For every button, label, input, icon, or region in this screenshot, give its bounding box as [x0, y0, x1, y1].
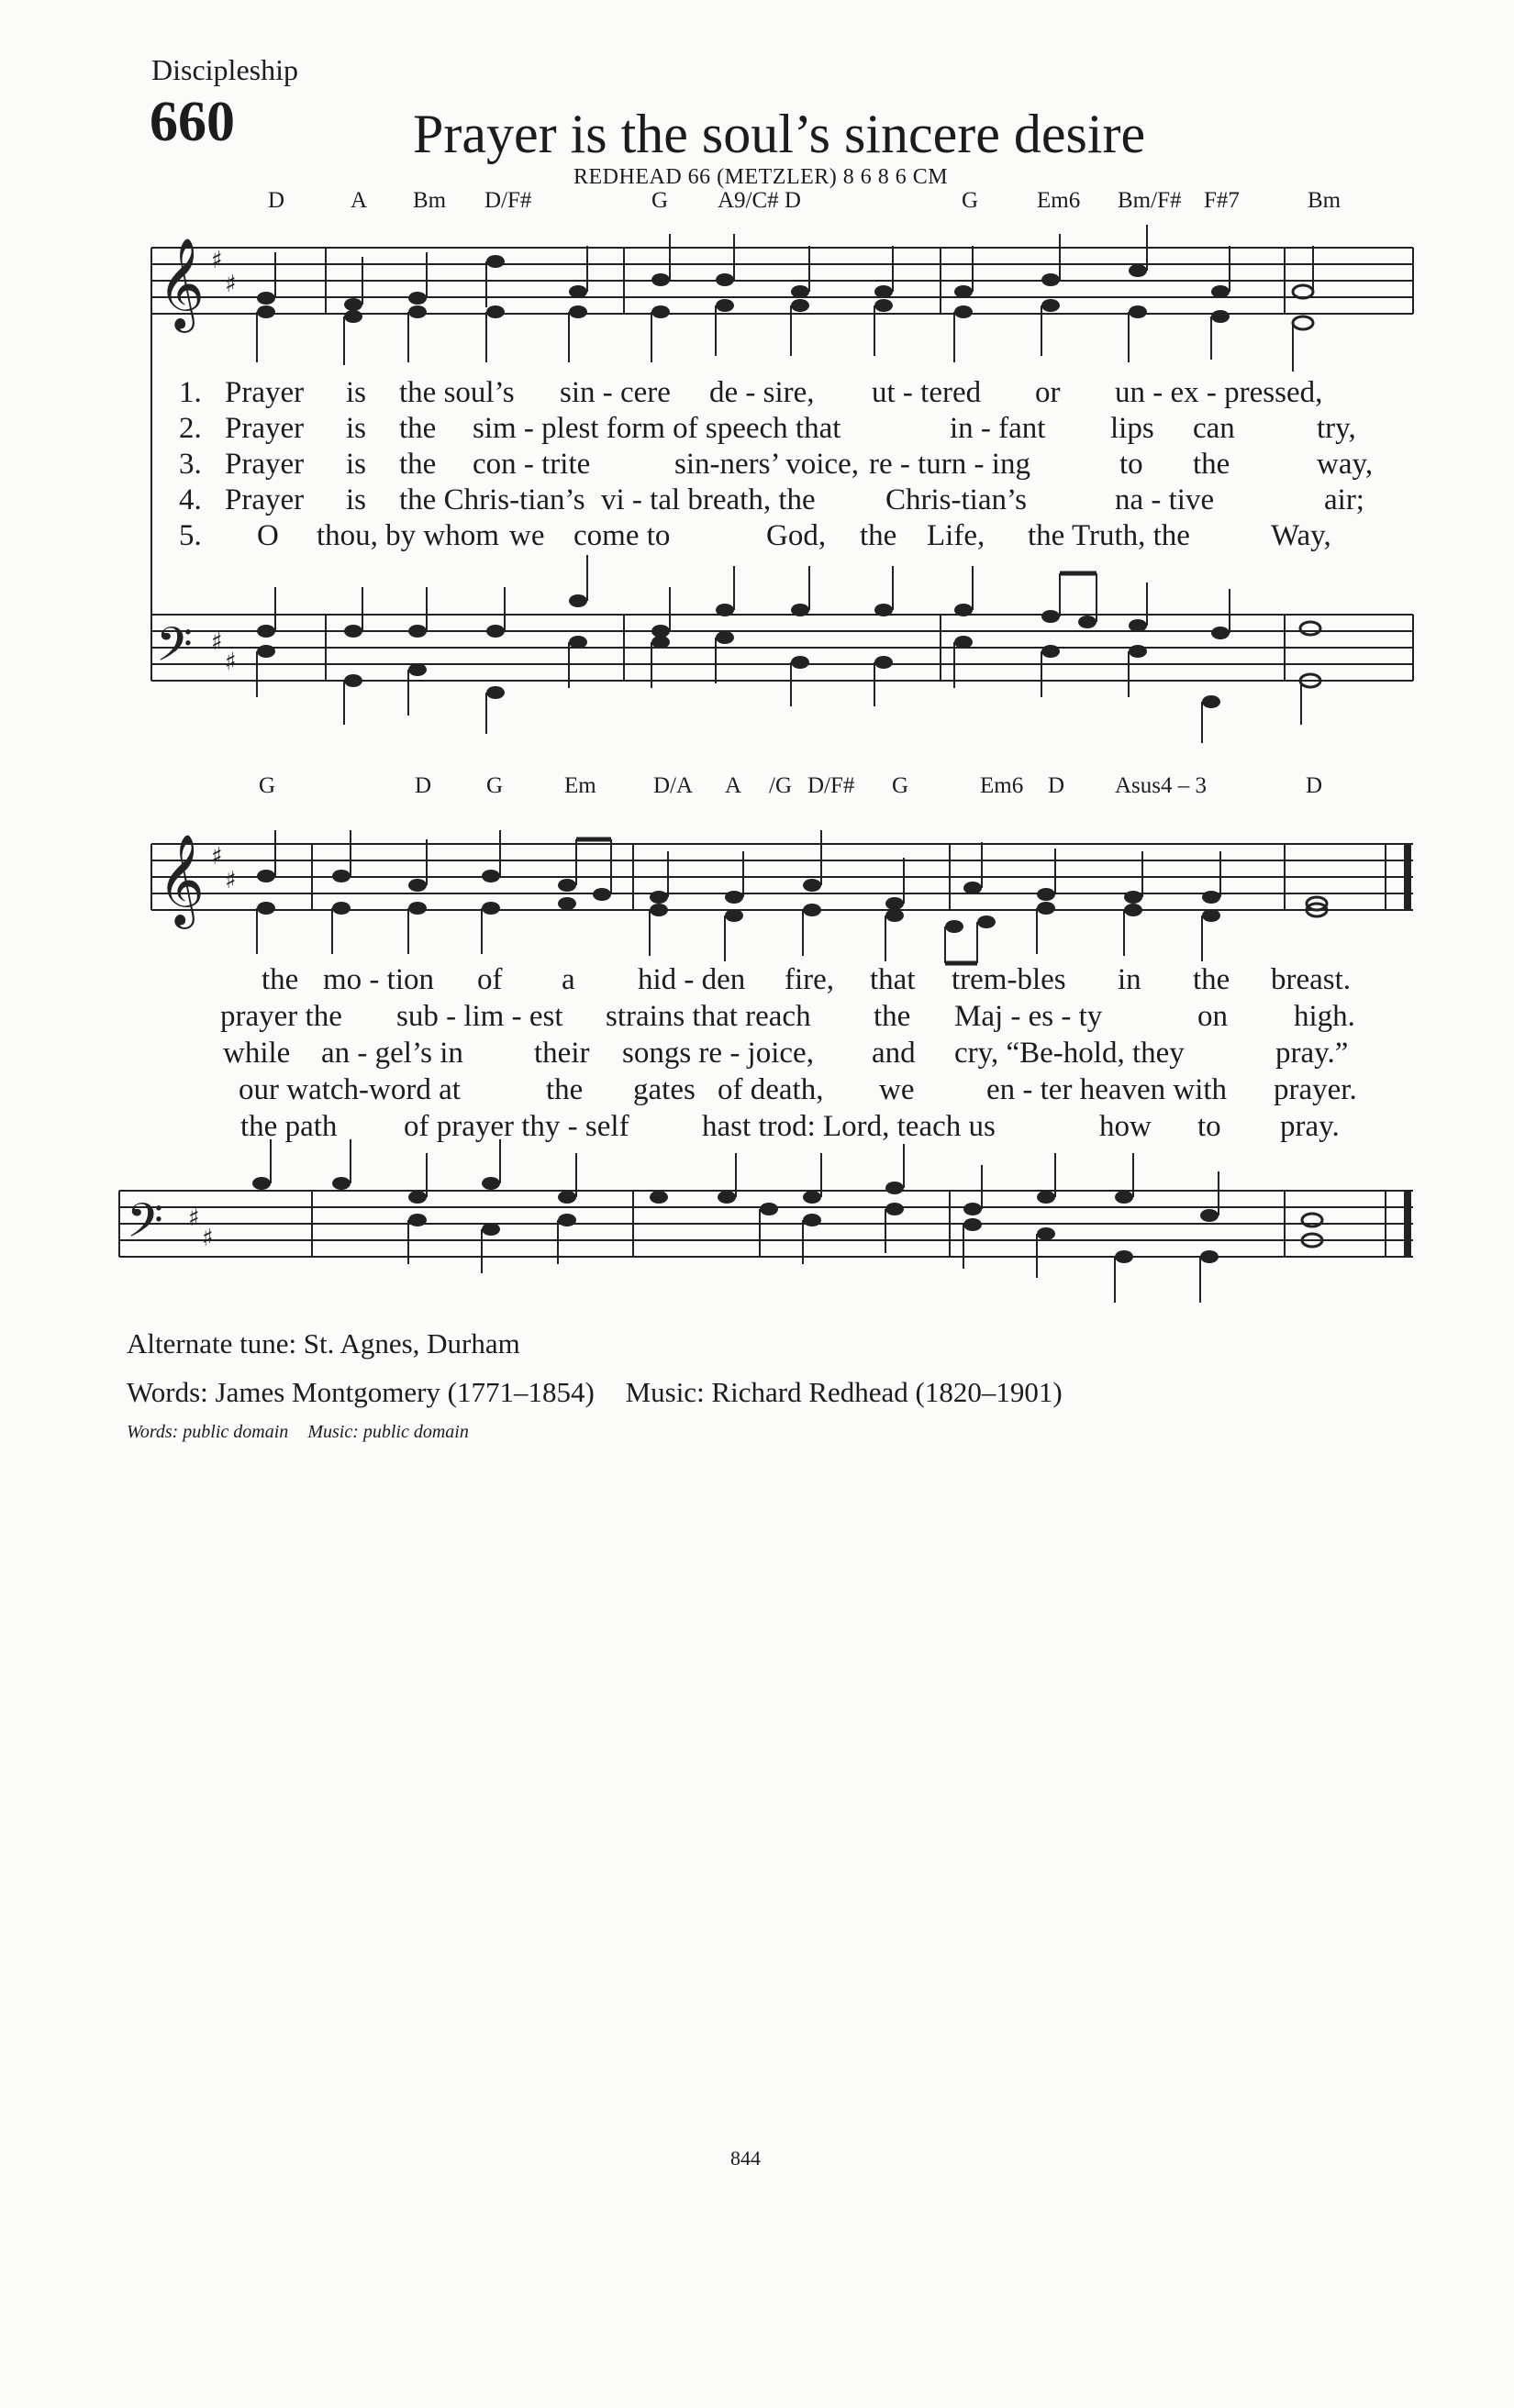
lyric: lips: [1110, 412, 1154, 445]
lyric: the: [399, 448, 437, 481]
lyric: fire,: [785, 963, 835, 996]
chord-symbol: A9/C# D: [718, 188, 801, 213]
lyric: is: [346, 376, 367, 409]
chord-symbol: G: [486, 773, 504, 798]
chord-symbol: A: [725, 773, 742, 798]
verse-number: 3.: [179, 448, 202, 481]
lyric: strains that reach: [606, 1000, 811, 1033]
words-credit: Words: James Montgomery (1771–1854): [127, 1376, 595, 1408]
system-2-treble-notes: [257, 870, 1220, 933]
lyric: that: [870, 963, 916, 996]
lyric: pray.”: [1275, 1037, 1349, 1070]
chord-symbol: G: [651, 188, 669, 213]
verse-number: 4.: [179, 483, 202, 516]
system-1-treble-staff: [151, 248, 1413, 314]
bass-clef-icon: 𝄢: [156, 616, 193, 683]
chord-symbol: Em6: [1037, 188, 1081, 213]
chord-symbol: D/F#: [807, 773, 855, 798]
key-signature-sharp-icon: ♯: [202, 1225, 214, 1252]
lyric: try,: [1317, 412, 1356, 445]
lyric: trem-bles: [952, 963, 1066, 996]
lyric: thou, by whom: [317, 519, 499, 552]
chord-symbol: G: [962, 188, 979, 213]
system-1-treble-half-notes: [1293, 285, 1313, 329]
treble-clef-icon: 𝄞: [158, 834, 205, 926]
lyric: in: [1118, 963, 1141, 996]
lyric: the: [399, 412, 437, 445]
verse-number: 2.: [179, 412, 202, 445]
lyric: Prayer: [225, 448, 305, 481]
lyric: the soul’s: [399, 376, 515, 409]
lyric: while: [223, 1037, 291, 1070]
chord-symbol: D/F#: [484, 188, 532, 213]
credits-line: [127, 1376, 1063, 1409]
page-number: 844: [730, 2147, 761, 2169]
system-2-treble-half-notes: [1307, 897, 1327, 916]
lyric: mo - tion: [323, 963, 434, 996]
chord-symbol: D: [268, 188, 285, 213]
hymn-title: Prayer is the soul’s sincere desire: [413, 104, 1146, 164]
lyric: God,: [766, 519, 827, 552]
section-heading: Discipleship: [151, 53, 298, 86]
lyric: Chris-tian’s: [885, 483, 1027, 516]
lyric: is: [346, 448, 367, 481]
lyric: the path: [240, 1110, 338, 1143]
lyric: way,: [1317, 448, 1374, 481]
lyric: re - turn - ing: [869, 448, 1030, 481]
lyric: an - gel’s in: [321, 1037, 463, 1070]
chord-symbol: Bm: [1308, 188, 1341, 213]
lyric: can: [1193, 412, 1235, 445]
lyric: of prayer thy - self: [404, 1110, 629, 1143]
chord-symbol: G: [892, 773, 909, 798]
lyric: vi - tal breath, the: [601, 483, 816, 516]
lyric: breast.: [1271, 963, 1352, 996]
key-signature-sharp-icon: ♯: [188, 1204, 200, 1232]
chord-symbol: D: [1048, 773, 1065, 798]
system-1-bass-notes: [257, 594, 1230, 708]
lyric: prayer.: [1274, 1073, 1357, 1106]
chord-symbol: F#7: [1204, 188, 1240, 213]
lyric: of death,: [718, 1073, 824, 1106]
bass-clef-icon: 𝄢: [127, 1193, 163, 1259]
lyric: the: [1193, 963, 1230, 996]
lyric: na - tive: [1115, 483, 1215, 516]
chord-symbol: D: [415, 773, 432, 798]
lyric: we: [509, 519, 545, 552]
lyric: songs re - joice,: [622, 1037, 814, 1070]
lyric: Maj - es - ty: [954, 1000, 1103, 1033]
key-signature-sharp-icon: ♯: [225, 649, 237, 676]
key-signature-sharp-icon: ♯: [211, 843, 223, 871]
chord-symbol: D/A: [653, 773, 694, 798]
lyric: high.: [1294, 1000, 1355, 1033]
lyric: of: [477, 963, 503, 996]
lyric: or: [1035, 376, 1061, 409]
lyric: O: [257, 519, 279, 552]
lyric: on: [1197, 1000, 1228, 1033]
lyric: the: [262, 963, 299, 996]
lyric: un - ex - pressed,: [1115, 376, 1323, 409]
lyric: to: [1197, 1110, 1221, 1143]
lyric: a: [562, 963, 575, 996]
tune-name: REDHEAD 66 (METZLER) 8 6 8 6 CM: [573, 165, 949, 189]
system-1-bass-staff: [151, 615, 1413, 681]
lyric: hast trod: Lord, teach us: [702, 1110, 996, 1143]
lyric: the: [860, 519, 897, 552]
verse-number: 5.: [179, 519, 202, 552]
chord-symbol: Em: [564, 773, 596, 798]
lyric: de - sire,: [709, 376, 815, 409]
system-1-treble-notes: [257, 255, 1230, 323]
music-copyright: Music: public domain: [307, 1422, 469, 1442]
lyric: Life,: [927, 519, 985, 552]
music-credit: Music: Richard Redhead (1820–1901): [625, 1376, 1063, 1408]
lyric: the: [546, 1073, 584, 1106]
system-2-bass-half-notes: [1302, 1214, 1322, 1247]
lyric: air;: [1324, 483, 1364, 516]
lyric: the: [874, 1000, 911, 1033]
lyric: to: [1119, 448, 1143, 481]
lyric: sim - plest form of speech that: [473, 412, 841, 445]
lyric: their: [534, 1037, 590, 1070]
hymn-number: 660: [150, 91, 235, 153]
chord-symbol: /G: [769, 773, 792, 798]
lyric: Prayer: [225, 483, 305, 516]
treble-clef-icon: 𝄞: [158, 238, 205, 329]
lyric: in - fant: [950, 412, 1046, 445]
lyric: we: [879, 1073, 915, 1106]
lyric: is: [346, 412, 367, 445]
chord-symbol: Em6: [980, 773, 1024, 798]
lyric: cry, “Be-hold, they: [954, 1037, 1185, 1070]
key-signature-sharp-icon: ♯: [225, 867, 237, 894]
lyric: and: [872, 1037, 916, 1070]
lyric: the: [1193, 448, 1230, 481]
key-signature-sharp-icon: ♯: [211, 247, 223, 274]
verse-number: 1.: [179, 376, 202, 409]
lyric: is: [346, 483, 367, 516]
chord-symbol: D: [1306, 773, 1323, 798]
lyric: en - ter heaven with: [986, 1073, 1228, 1106]
alternate-tune-note: Alternate tune: St. Agnes, Durham: [127, 1327, 520, 1359]
lyric: how: [1099, 1110, 1152, 1143]
lyric: come to: [573, 519, 671, 552]
words-copyright: Words: public domain: [127, 1422, 289, 1442]
chord-symbol: Bm: [413, 188, 447, 213]
chord-symbol: G: [259, 773, 276, 798]
lyric: our watch-word at: [239, 1073, 461, 1106]
lyric: pray.: [1280, 1110, 1340, 1143]
lyric: gates: [633, 1073, 696, 1106]
lyric: sin - cere: [560, 376, 671, 409]
key-signature-sharp-icon: ♯: [211, 628, 223, 656]
lyric: hid - den: [638, 963, 746, 996]
lyric: con - trite: [473, 448, 591, 481]
lyric: ut - tered: [872, 376, 982, 409]
lyric: Prayer: [225, 412, 305, 445]
chord-symbol: A: [351, 188, 368, 213]
lyric: Prayer: [225, 376, 305, 409]
key-signature-sharp-icon: ♯: [225, 271, 237, 298]
lyric: sin-ners’ voice,: [674, 448, 859, 481]
lyric: the Truth, the: [1028, 519, 1190, 552]
lyric: Way,: [1271, 519, 1331, 552]
chord-symbol: Asus4 – 3: [1115, 773, 1208, 798]
copyright-line: [127, 1422, 469, 1443]
lyric: prayer the: [220, 1000, 342, 1033]
lyric: sub - lim - est: [396, 1000, 563, 1033]
lyric: the Chris-tian’s: [399, 483, 585, 516]
chord-symbol: Bm/F#: [1118, 188, 1182, 213]
